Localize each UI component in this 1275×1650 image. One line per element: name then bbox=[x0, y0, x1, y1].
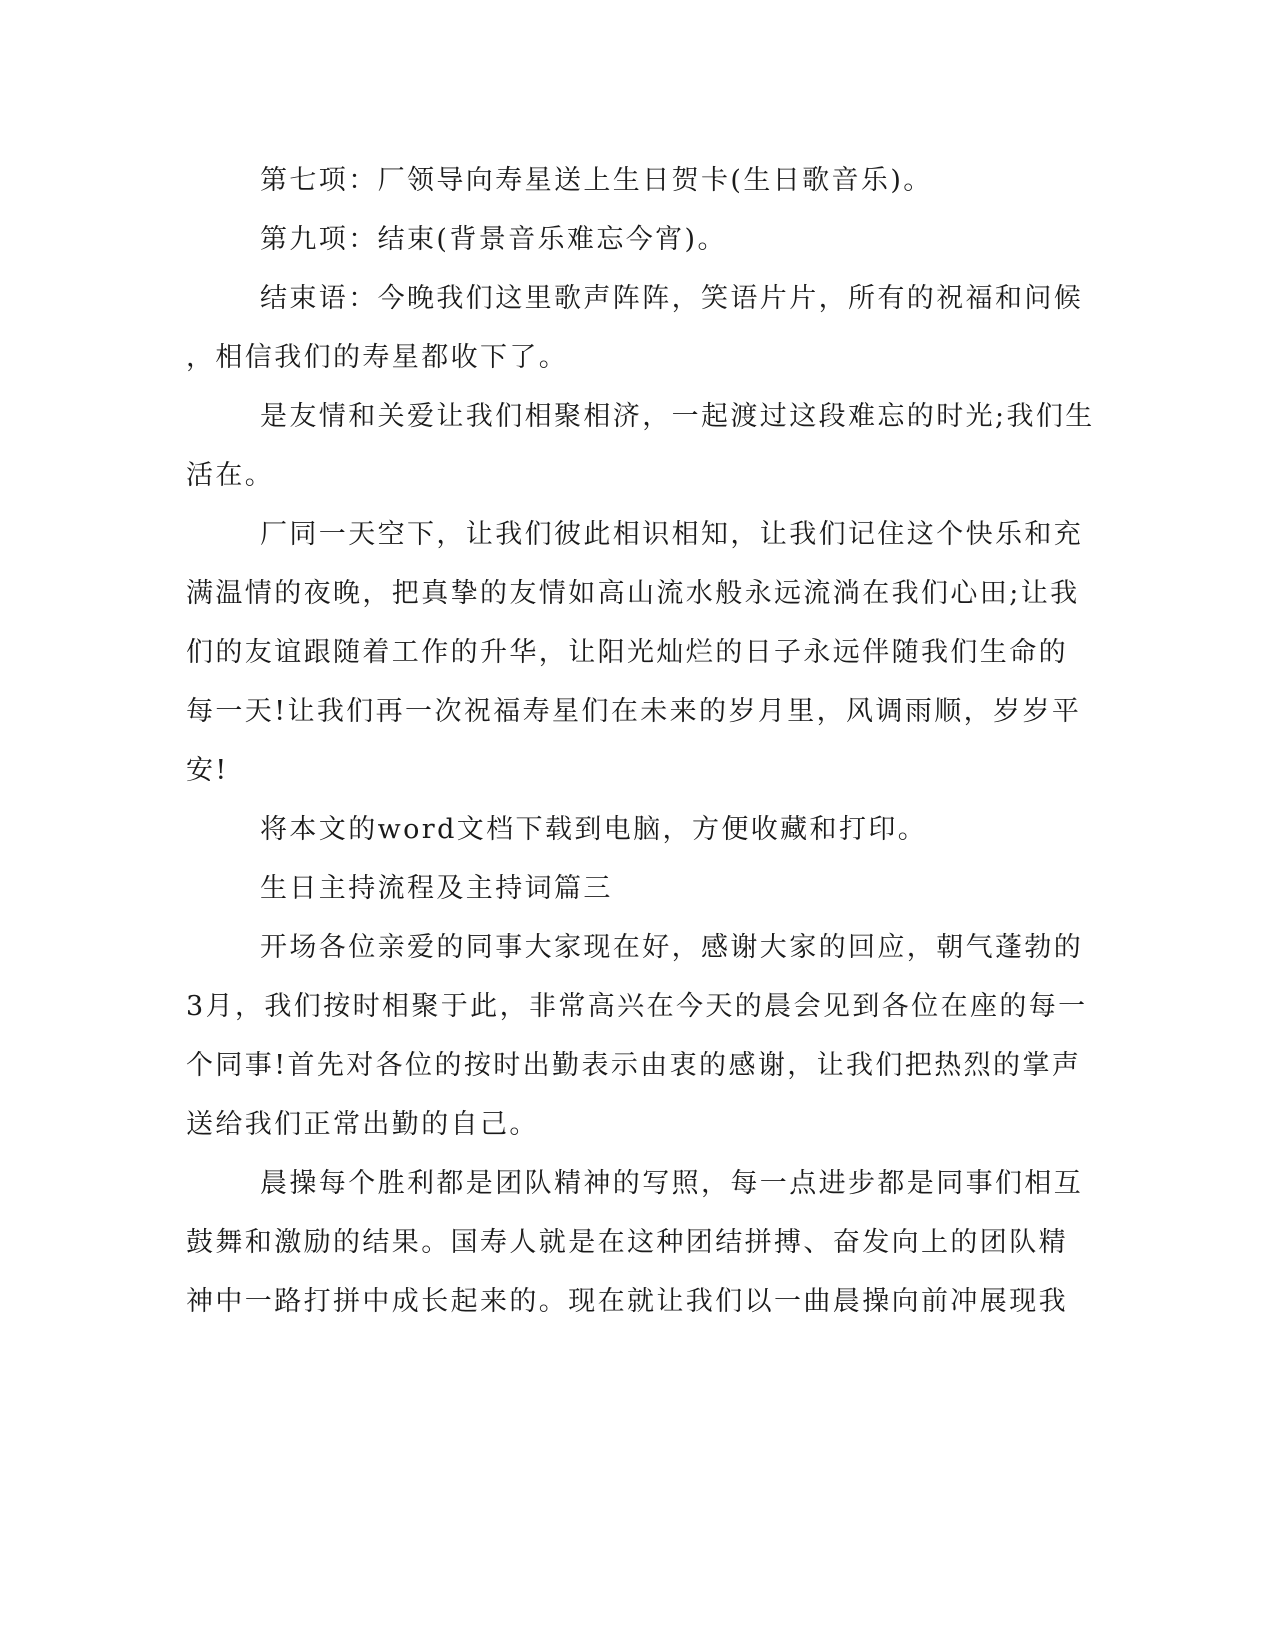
paragraph-line: 3月，我们按时相聚于此，非常高兴在今天的晨会见到各位在座的每一 bbox=[186, 991, 1088, 1022]
paragraph-line: 神中一路打拼中成长起来的。现在就让我们以一曲晨操向前冲展现我 bbox=[186, 1286, 1068, 1317]
paragraph-line: 安! bbox=[186, 755, 229, 786]
paragraph-line: 厂同一天空下，让我们彼此相识相知，让我们记住这个快乐和充 bbox=[260, 519, 1084, 550]
paragraph-line: 是友情和关爱让我们相聚相济，一起渡过这段难忘的时光;我们生 bbox=[260, 401, 1095, 432]
paragraph-line: 每一天!让我们再一次祝福寿星们在未来的岁月里，风调雨顺，岁岁平 bbox=[186, 696, 1082, 727]
paragraph-line: 第九项：结束(背景音乐难忘今宵)。 bbox=[260, 224, 727, 255]
paragraph-line: 开场各位亲爱的同事大家现在好，感谢大家的回应，朝气蓬勃的 bbox=[260, 932, 1084, 963]
section-heading: 生日主持流程及主持词篇三 bbox=[260, 873, 613, 904]
paragraph-line: 鼓舞和激励的结果。国寿人就是在这种团结拼搏、奋发向上的团队精 bbox=[186, 1227, 1068, 1258]
paragraph-line: 晨操每个胜利都是团队精神的写照，每一点进步都是同事们相互 bbox=[260, 1168, 1084, 1199]
paragraph-line: ，相信我们的寿星都收下了。 bbox=[186, 342, 569, 373]
paragraph-line: 将本文的word文档下载到电脑，方便收藏和打印。 bbox=[260, 814, 928, 845]
paragraph-line: 满温情的夜晚，把真挚的友情如高山流水般永远流淌在我们心田;让我 bbox=[186, 578, 1080, 609]
paragraph-line: 个同事!首先对各位的按时出勤表示由衷的感谢，让我们把热烈的掌声 bbox=[186, 1050, 1082, 1081]
paragraph-line: 结束语：今晚我们这里歌声阵阵，笑语片片，所有的祝福和问候 bbox=[260, 283, 1084, 314]
paragraph-line: 送给我们正常出勤的自己。 bbox=[186, 1109, 539, 1140]
paragraph-line: 活在。 bbox=[186, 460, 275, 491]
paragraph-line: 们的友谊跟随着工作的升华，让阳光灿烂的日子永远伴随我们生命的 bbox=[186, 637, 1068, 668]
paragraph-line: 第七项：厂领导向寿星送上生日贺卡(生日歌音乐)。 bbox=[260, 165, 933, 196]
